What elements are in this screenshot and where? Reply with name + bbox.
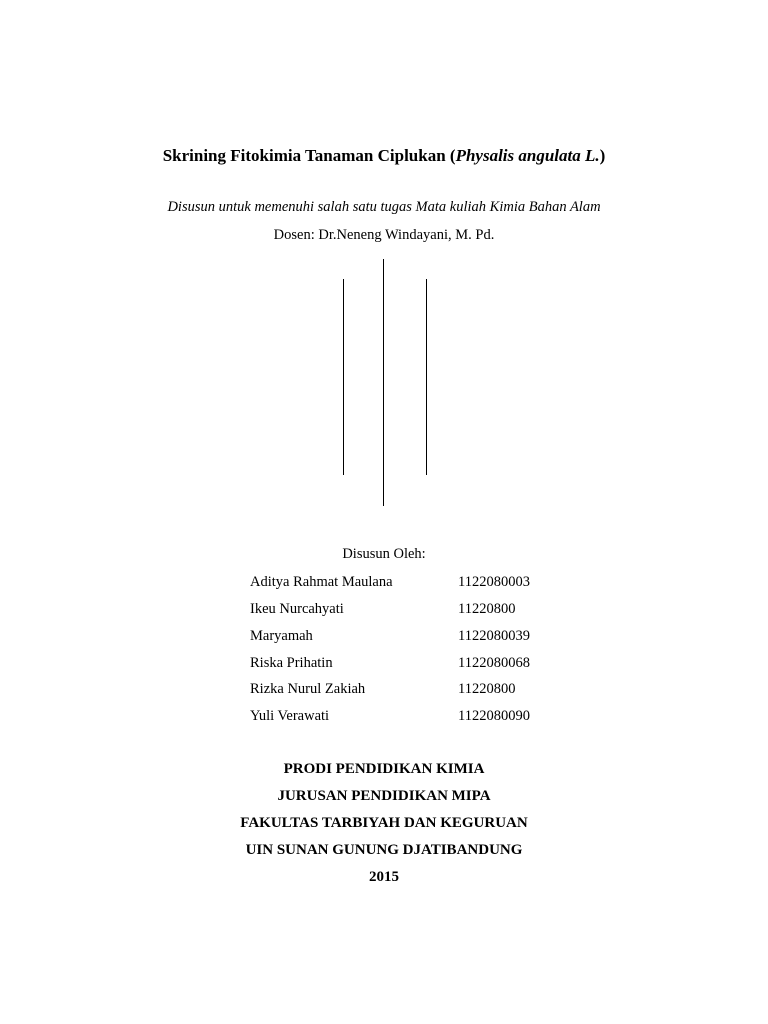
title-main: Skrining Fitokimia Tanaman Ciplukan ( [162, 146, 456, 165]
document-subtitle: Disusun untuk memenuhi salah satu tugas Mata kuliah Kimia Bahan Alam [167, 199, 601, 215]
member-nim: 11220800 [458, 681, 516, 697]
member-name: Yuli Verawati [250, 708, 330, 724]
faculty: FAKULTAS TARBIYAH DAN KEGURUAN [240, 815, 528, 831]
lecturer-line: Dosen: Dr.Neneng Windayani, M. Pd. [273, 227, 495, 243]
year: 2015 [369, 869, 399, 885]
member-nim: 11220800 [458, 601, 516, 617]
title-close: ) [599, 146, 606, 165]
member-name: Maryamah [250, 628, 313, 644]
logo-line-right [426, 279, 427, 475]
member-name: Rizka Nurul Zakiah [250, 681, 366, 697]
study-program: PRODI PENDIDIKAN KIMIA [283, 761, 485, 777]
member-nim: 1122080003 [458, 574, 530, 590]
logo-line-center [383, 259, 384, 506]
logo-line-left [343, 279, 344, 475]
member-nim: 1122080068 [458, 655, 530, 671]
member-nim: 1122080090 [458, 708, 530, 724]
authors-heading: Disusun Oleh: [342, 546, 426, 562]
university: UIN SUNAN GUNUNG DJATIBANDUNG [245, 842, 523, 858]
member-name: Aditya Rahmat Maulana [250, 574, 393, 590]
document-title [0, 146, 768, 166]
department: JURUSAN PENDIDIKAN MIPA [277, 788, 491, 804]
member-nim: 1122080039 [458, 628, 530, 644]
member-name: Riska Prihatin [250, 655, 333, 671]
member-name: Ikeu Nurcahyati [250, 601, 344, 617]
title-latin-name: Physalis angulata L. [455, 146, 600, 165]
